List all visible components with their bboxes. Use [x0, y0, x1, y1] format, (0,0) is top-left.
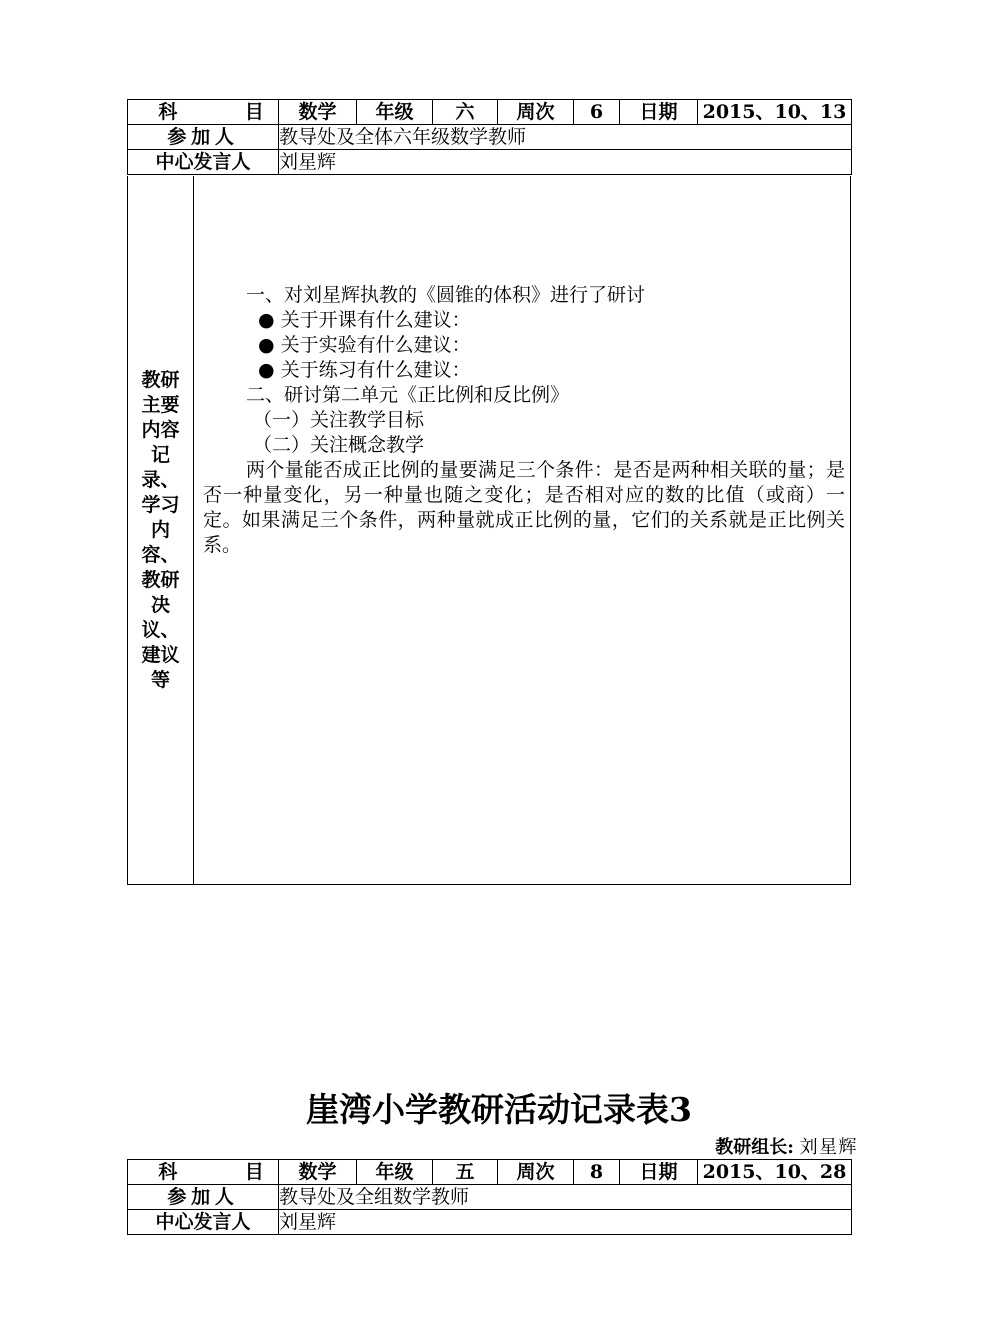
content-bullet: ● 关于开课有什么建议：: [258, 309, 471, 331]
research-leader-line: [715, 1137, 858, 1159]
grade-label: 年级: [357, 100, 433, 125]
participants-value: 教导处及全体六年级数学教师: [279, 125, 852, 150]
participants-label: 参加人: [128, 1185, 279, 1210]
week-value: 8: [574, 1160, 620, 1185]
date-label: 日期: [620, 100, 698, 125]
subject-value: 数学: [279, 100, 357, 125]
record-2-participants-row: [128, 1185, 852, 1210]
participants-label: 参加人: [128, 125, 279, 150]
subject-value: 数学: [279, 1160, 357, 1185]
grade-label: 年级: [357, 1160, 433, 1185]
record-1-participants-row: [128, 125, 852, 150]
record-2-header-table: [127, 1159, 852, 1235]
content-paragraph: 两个量能否成正比例的量要满足三个条件：是否是两种相关联的量；是否一种量变化，另一种量也随之变化；是否相对应的数的比值（或商）一定。如果满足三个条件，两种量就成正比例的量，它们的关系就是正比例关系。: [203, 459, 845, 556]
record-2-title: 崖湾小学教研活动记录表3: [306, 1090, 692, 1129]
date-value: 2015、10、28: [698, 1160, 852, 1185]
speaker-label: 中心发言人: [128, 1210, 279, 1235]
speaker-value: 刘星辉: [279, 150, 852, 175]
content-bullet: ● 关于实验有什么建议：: [258, 334, 471, 356]
content-line: （二）关注概念教学: [253, 434, 425, 456]
date-label: 日期: [620, 1160, 698, 1185]
grade-value: 六: [433, 100, 498, 125]
week-value: 6: [574, 100, 620, 125]
content-side-label: [128, 176, 194, 884]
content-bullet: ● 关于练习有什么建议：: [258, 359, 471, 381]
record-1-content-block: [127, 176, 851, 885]
record-1-speaker-row: [128, 150, 852, 175]
record-1-header-table: [127, 99, 852, 175]
speaker-label: 中心发言人: [128, 150, 279, 175]
content-line: （一）关注教学目标: [253, 409, 425, 431]
grade-value: 五: [433, 1160, 498, 1185]
leader-name: 刘星辉: [799, 1137, 858, 1158]
participants-value: 教导处及全组数学教师: [279, 1185, 852, 1210]
speaker-value: 刘星辉: [279, 1210, 852, 1235]
content-text: [203, 283, 845, 558]
record-2-speaker-row: [128, 1210, 852, 1235]
content-side-label-text: 教研主要内容记录、学习内容、教研决议、建议等: [141, 368, 180, 691]
content-line: 二、研讨第二单元《正比例和反比例》: [246, 384, 570, 406]
date-value: 2015、10、13: [698, 100, 852, 125]
content-line: 一、对刘星辉执教的《圆锥的体积》进行了研讨: [246, 284, 646, 306]
subject-label: 科 目: [128, 100, 279, 125]
week-label: 周次: [498, 100, 574, 125]
record-1-info-row: [128, 100, 852, 125]
record-2-info-row: [128, 1160, 852, 1185]
subject-label: 科 目: [128, 1160, 279, 1185]
week-label: 周次: [498, 1160, 574, 1185]
leader-label: 教研组长:: [715, 1137, 794, 1158]
